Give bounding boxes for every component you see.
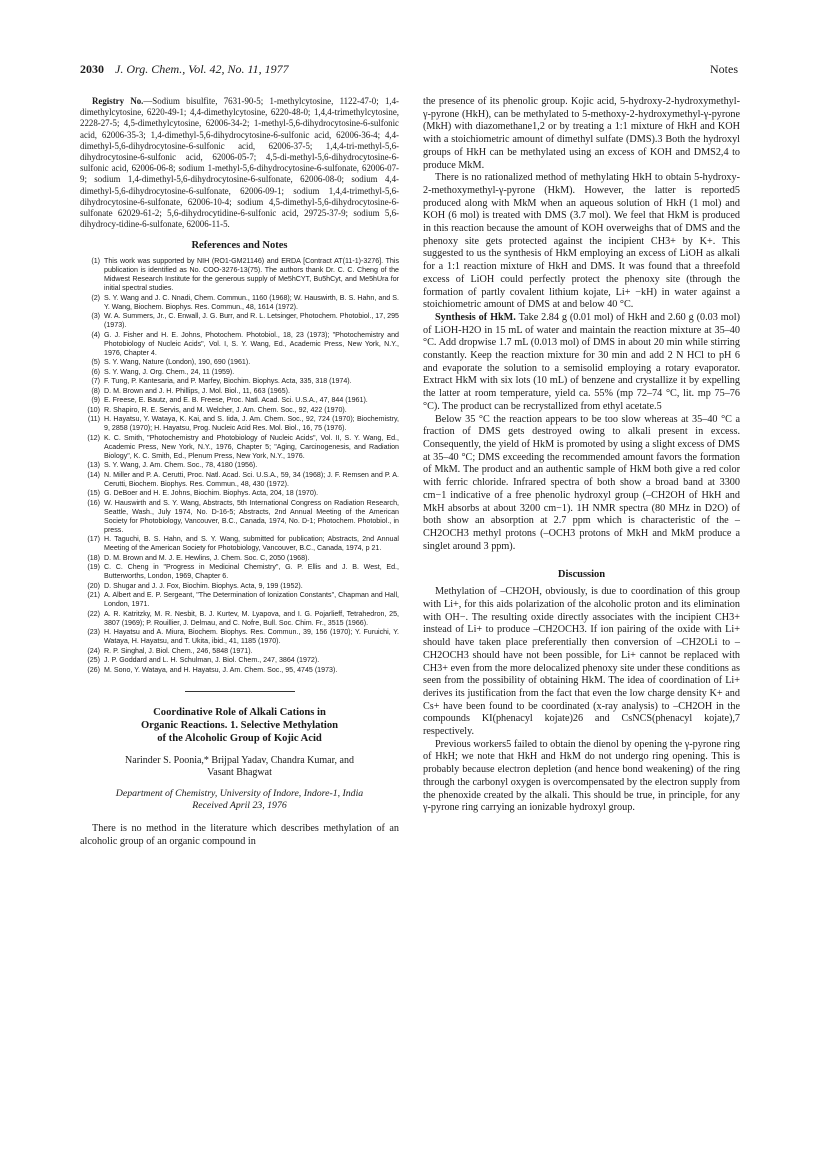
synthesis-text: Take 2.84 g (0.01 mol) of HkH and 2.60 g (0.03 mol) of LiOH-H2O in 15 mL of water and maintain the reaction mixture at 35–40 °C. Add dropwise 1.7 mL (0.013 mol) of DMS in about 20 min while stirring constantly. Keep the reaction mixture for 30 min and add 2 N HCl to pH 6 and evaporate the solution to a semisolid employing a rotary evaporator. Extract HkM with six lots (10 mL) of benzene and crystallize it by expelling the latter at room temperature, yield ca. 55% (mp 72–74 °C, lit. mp 75–76 °C). The product can be recrystallized from ethyl acetate.5 [423, 311, 740, 412]
reference-text: S. Y. Wang, J. Am. Chem. Soc., 78, 4180 (1956). [104, 461, 258, 470]
reference-text: W. Hauswirth and S. Y. Wang, Abstracts, 5th International Congress on Radiation Research, Seattle, Wash., July 1974, No. D-16-5; Abstracts, 2nd Annual Meeting of the American Society for Photobiology, Vancouver, B.C., Canada, 1974, No. D-1; Photochem. Photobiol., in press. [104, 498, 399, 534]
reference-number: (8) [91, 386, 100, 395]
reference-item [80, 257, 399, 293]
registry-text: —Sodium bisulfite, 7631-90-5; 1-methylcytosine, 1122-47-0; 1,4-dimethylcytosine, 6220-49-1; 4,4-dimethylcytosine, 6220-48-0; 1,4,4-trimethylcytosine, 2228-27-5; 4,5-dimethylcytosine, 62006-34-2; 1-methyl-5,6-dihydrocytosine-6-sulfonic acid, 62006-35-3; 1,4-dimethyl-5,6-dihydrocytosine-6-sulfonic acid, 62006-36-4; 4,4-dimethyl-5,6-dihydrocytosine-6-sulfonic acid, 62006-37-5; 1,4,4-tri-methyl-5,6-dihydrocytosine-6-sulfonic acid, 62006-05-7; 4,5-di-methyl-5,6-dihydrocytosine-6-sulfonic acid, 62006-06-8; sodium 1-methyl-5,6-dihydrocytosine-6-sulfonate, 62006-07-9; sodium 1,4-dimethyl-5,6-dihydrocytosine-6-sulfonate, 62006-08-0; sodium 4,4-dimethyl-5,6-dihydrocytosine-6-sulfonate, 62006-09-1; sodium 1,4,4-trimethyl-5,6-dihydrocytosine-6-sulfonate, 62006-10-4; sodium 4,5-dimethyl-5,6-dihydrocytosine-6-sulfonate 62029-61-2; 5,6-dihydrocytidine-6-sulfonic acid, 29725-37-9; sodium 5,6-dihydrocy-tidine-6-sulfonate, 62006-11-5. [80, 96, 400, 230]
reference-item [80, 415, 399, 433]
registry-label: Registry No. [92, 96, 144, 106]
left-column [80, 96, 399, 848]
reference-text: D. M. Brown and J. H. Phillips, J. Mol. Biol., 11, 663 (1965). [104, 386, 290, 395]
reference-number: (26) [87, 665, 100, 674]
reference-item [80, 312, 399, 330]
reference-item [80, 294, 399, 312]
reference-text: S. Y. Wang, J. Org. Chem., 24, 11 (1959). [104, 367, 235, 376]
synthesis-heading: Synthesis of HkM. [435, 311, 516, 323]
reference-item [80, 656, 399, 665]
reference-number: (9) [91, 396, 100, 405]
registry-numbers [80, 96, 399, 230]
section-name: Notes [710, 62, 738, 76]
discussion-paragraph-2: Previous workers5 failed to obtain the dienol by opening the γ-pyrone ring of HkH; we note that HkH and HkM do not undergo ring opening. This is probably because electron depletion (and hence bond weakening) of the ring through the carbonyl oxygen is overcompensated by the electron supply from the phenoxide created by the alkali. This should be true, in principle, for any γ-pyrone ring carrying an ionizable hydroxyl group. [423, 738, 740, 814]
reference-item [80, 406, 399, 415]
reference-number: (7) [91, 377, 100, 386]
reference-text: S. Y. Wang, Nature (London), 190, 690 (1961). [104, 358, 251, 367]
reference-item [80, 434, 399, 461]
reference-text: G. DeBoer and H. E. Johns, Biochim. Biophys. Acta, 204, 18 (1970). [104, 489, 319, 498]
page-number: 2030 [80, 62, 104, 76]
header-left [80, 62, 289, 77]
reference-number: (3) [91, 312, 100, 321]
reference-text: J. P. Goddard and L. H. Schulman, J. Biol. Chem., 247, 3864 (1972). [104, 656, 320, 665]
affiliation: Department of Chemistry, University of Indore, Indore-1, India [115, 787, 364, 799]
reference-text: E. Freese, E. Bautz, and E. B. Freese, Proc. Natl. Acad. Sci. U.S.A., 47, 844 (1961). [104, 396, 368, 405]
yield-paragraph: Below 35 °C the reaction appears to be too slow whereas at 35–40 °C a fraction of DMS gets destroyed owing to alkali present in excess. Consequently, the yield of HkM is promoted by using a slight excess of DMS at 35–40 °C; DMS exceeding the recommended amount favors the formation of MkM. The product and an authentic sample of HkM both give a red color with ferric chloride. Infrared spectra of both show a broad band at 3300 cm−1 indicative of a free phenolic hydroxyl group (–CH2OH of HkH and MkH absorbs at about 3200 cm−1). 1H NMR spectra (80 MHz in D2O) of both show an absorption at 2.7 ppm which is characteristic of the –CH2OCH3 methyl protons (–OCH3 protons of MkH and MkM produce a singlet around 3 ppm). [423, 413, 740, 552]
reference-number: (10) [87, 405, 100, 414]
reference-number: (23) [87, 628, 100, 637]
reference-text: D. Shugar and J. J. Fox, Biochim. Biophys. Acta, 9, 199 (1952). [104, 581, 303, 590]
reference-item [80, 563, 399, 581]
synthesis-paragraph [423, 312, 740, 414]
reference-item [80, 471, 399, 489]
reference-text: H. Hayatsu and A. Miura, Biochem. Biophys. Res. Commun., 39, 156 (1970); Y. Furuichi, Y. Wataya, H. Hayatsu, and T. Ukita, ibid., 41, 1185 (1970). [104, 628, 399, 646]
reference-number: (5) [91, 358, 100, 367]
reference-number: (17) [87, 535, 100, 544]
reference-text: R. P. Singhal, J. Biol. Chem., 246, 5848 (1971). [104, 646, 253, 655]
reference-number: (6) [91, 367, 100, 376]
reference-text: This work was supported by NIH (RO1-GM21146) and ERDA [Contract AT(11-1)-3276]. This publication is identified as No. COO-3276-13(75). The authors thank Dr. C. C. Cheng of the Midwest Research Institute for the generous supply of Me5hCYT, Bu5hCyt, and Me5hUra for initial spectral studies. [104, 257, 399, 293]
reference-number: (1) [91, 257, 100, 266]
discussion-paragraph-1: Methylation of –CH2OH, obviously, is due to coordination of this group with Li+, for this aids polarization of the alcoholic proton and its elimination with OH−. The resulting oxide directly associates with the incipient CH3+ instead of Li+ to produce –CH2OCH3. If ion pairing of the oxide with Li+ should have taken place preferentially then conversion of –CH2OLi to –CH2OCH3 should have not been possible, for Li+ cannot be replaced with CH3+ even from the more delocalized phenoxy site under these conditions as seen from the possibility of obtaining HkM. The idea of coordination of Li+ derives its justification from the fact that even the low charge density K+ and Cs+ have been found to be coordinated (x-ray analysis) to –CH2OH in the compounds KI(phenacyl kojate)26 and CsNCS(phenacyl kojate),7 respectively. [423, 586, 740, 738]
reference-item [80, 535, 399, 553]
reference-text: K. C. Smith, "Photochemistry and Photobiology of Nucleic Acids", Vol. II, S. Y. Wang, Ed., Academic Press, New York, N.Y., 1976, Chapter 5; "Aging, Carcinogenesis, and Radiation Biology", K. C. Smith, Ed., Plenum Press, New York, N.Y., 1976. [104, 433, 399, 460]
reference-number: (21) [87, 591, 100, 600]
reference-item [80, 647, 399, 656]
reference-number: (24) [87, 646, 100, 655]
references-heading: References and Notes [191, 240, 288, 252]
reference-number: (12) [87, 433, 100, 442]
reference-text: D. M. Brown and M. J. E. Hewlins, J. Chem. Soc. C, 2050 (1968). [104, 553, 310, 562]
reference-number: (19) [87, 563, 100, 572]
reference-text: G. J. Fisher and H. E. Johns, Photochem. Photobiol., 18, 23 (1973); "Photochemistry and Photobiology of Nucleic Acids", Vol. I, S. Y. Wang, Ed., Academic Press, New York, N.Y., 1976, Chapter 4. [104, 330, 399, 357]
reference-number: (16) [87, 498, 100, 507]
reference-text: N. Miller and P. A. Cerutti, Proc. Natl. Acad. Sci. U.S.A., 59, 34 (1968); J. F. Remsen and P. A. Cerutti, Biochem. Biophys. Res. Commun., 48, 430 (1972). [104, 470, 399, 488]
reference-item [80, 368, 399, 377]
reference-number: (4) [91, 330, 100, 339]
article-title-line: of the Alcoholic Group of Kojic Acid [157, 732, 322, 744]
reference-number: (13) [87, 461, 100, 470]
reference-text: M. Sono, Y. Wataya, and H. Hayatsu, J. Am. Chem. Soc., 95, 4745 (1973). [104, 665, 338, 674]
reference-item [80, 461, 399, 470]
intro-paragraph-continued: the presence of its phenolic group. Kojic acid, 5-hydroxy-2-hydroxymethyl-γ-pyrone (HkH), can be methylated to 5-methoxy-2-hydroxymethyl-γ-pyrone (MkH) with diazomethane1,2 or by treating a 1:1 mixture of HkH and KOH with a stoichiometric amount of dimethyl sulfate (DMS).3 Both the hydroxyl groups of HkH can be methylated using an excess of KOH and DMS2,4 to produce MkM. [423, 96, 740, 171]
reference-text: F. Tung, P. Kantesaria, and P. Marfey, Biochim. Biophys. Acta, 335, 318 (1974). [104, 377, 352, 386]
reference-text: C. C. Cheng in "Progress in Medicinal Chemistry", G. P. Ellis and J. B. West, Ed., Butterworths, London, 1969, Chapter 6. [104, 563, 399, 581]
right-column [423, 96, 740, 815]
reference-item [80, 591, 399, 609]
reference-number: (20) [87, 581, 100, 590]
reference-text: S. Y. Wang and J. C. Nnadi, Chem. Commun., 1160 (1968); W. Hauswirth, B. S. Hahn, and S. Y. Wang, Biochem. Biophys. Res. Commun., 48, 1614 (1972). [104, 293, 399, 311]
journal-citation: J. Org. Chem., Vol. 42, No. 11, 1977 [115, 62, 289, 76]
running-header [80, 62, 738, 82]
reference-item [80, 358, 399, 367]
reference-item [80, 582, 399, 591]
reference-item [80, 331, 399, 358]
reference-text: W. A. Summers, Jr., C. Enwall, J. G. Burr, and R. L. Letsinger, Photochem. Photobiol., 17, 295 (1973). [104, 312, 399, 330]
article-divider [185, 691, 295, 692]
article-title-line: Coordinative Role of Alkali Cations in [153, 706, 326, 718]
reference-item [80, 387, 399, 396]
reference-number: (22) [87, 609, 100, 618]
reference-text: A. R. Katritzky, M. R. Nesbit, B. J. Kurtev, M. Lyapova, and I. G. Pojarlieff, Tetrahedron, 25, 3807 (1969); P. Rouillier, J. Delmau, and C. Nofre, Bull. Soc. Chim. Fr., 3515 (1966). [104, 609, 399, 627]
reference-number: (15) [87, 489, 100, 498]
reference-item [80, 489, 399, 498]
received-date: Received April 23, 1976 [192, 800, 287, 812]
authors-line: Narinder S. Poonia,* Brijpal Yadav, Chandra Kumar, and [125, 754, 354, 766]
references-list [80, 257, 399, 675]
reference-number: (2) [91, 293, 100, 302]
reference-item [80, 499, 399, 535]
reference-item [80, 396, 399, 405]
reference-number: (14) [87, 470, 100, 479]
discussion-heading: Discussion [557, 569, 606, 581]
reference-item [80, 628, 399, 646]
reference-item [80, 610, 399, 628]
reference-item [80, 666, 399, 675]
article-authors [80, 755, 399, 780]
reference-item [80, 554, 399, 563]
authors-line: Vasant Bhagwat [207, 767, 272, 779]
reference-item [80, 377, 399, 386]
reference-text: H. Taguchi, B. S. Hahn, and S. Y. Wang, submitted for publication; Abstracts, 2nd Annual Meeting of the American Society for Photobiology, Vancouver, B.C., Canada, 1974, p 21. [104, 535, 399, 553]
reference-text: R. Shapiro, R. E. Servis, and M. Welcher, J. Am. Chem. Soc., 92, 422 (1970). [104, 405, 347, 414]
reference-text: A. Albert and E. P. Sergeant, "The Determination of Ionization Constants", Chapman and Hall, London, 1971. [104, 591, 399, 609]
methylation-paragraph: There is no rationalized method of methylating HkH to obtain 5-hydroxy-2-methoxymethyl-γ-pyrone (HkM). However, the latter is reported5 produced along with MkM when an aqueous solution of HkH (1 mol) and KOH (6 mol) is treated with DMS (3.7 mol). We feel that HkM is produced in this reaction because the amount of KOH overweighs that of DMS and the phenoxy site gets protected against the incipient CH3+ by K+. This suggested to us the synthesis of HkM employing an excess of LiOH as alkali for a 1:1 reaction mixture of HkH and DMS. It was found that a threefold excess of LiOH could perfectly protect the phenoxy site (through the formation of partly covalent lithium kojate, Li+ −kH) in water against a stoichiometric amount of DMS at and below 40 °C. [423, 172, 740, 311]
article-title [80, 706, 399, 745]
reference-number: (25) [87, 656, 100, 665]
intro-paragraph-start: There is no method in the literature which describes methylation of an alcoholic group of an organic compound in [80, 822, 399, 847]
article-title-line: Organic Reactions. 1. Selective Methylation [140, 719, 339, 731]
reference-number: (11) [87, 415, 100, 424]
reference-text: H. Hayatsu, Y. Wataya, K. Kai, and S. Iida, J. Am. Chem. Soc., 92, 724 (1970); Biochemistry, 9, 2858 (1970); H. Hayatsu, Prog. Nucleic Acid Res. Mol. Biol., 16, 75 (1976). [104, 415, 399, 433]
reference-number: (18) [87, 553, 100, 562]
